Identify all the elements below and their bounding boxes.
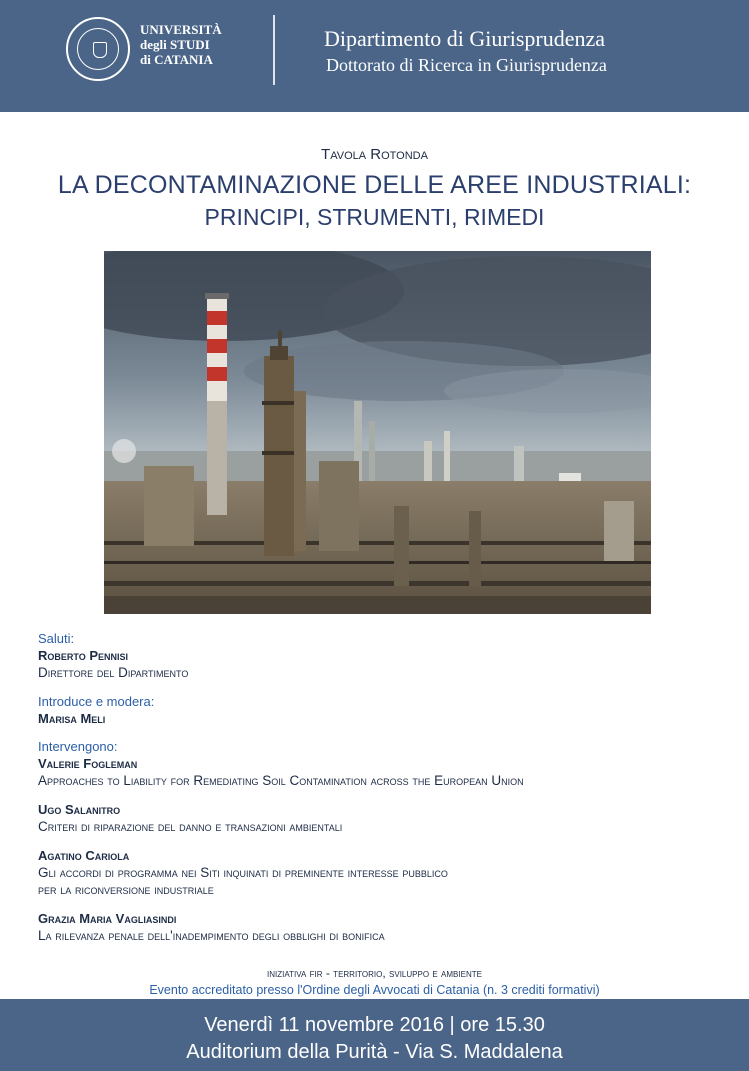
moderator-name: Marisa Meli <box>38 711 106 726</box>
speaker-talk: Approaches to Liability for Remediating Soil Contamination across the European Union <box>38 773 524 788</box>
speaker-talk-continued: per la riconversione industriale <box>38 882 214 897</box>
speaker-talk: Criteri di riparazione del danno e transazioni ambientali <box>38 819 343 834</box>
event-kicker: Tavola Rotonda <box>321 146 428 163</box>
seal-shield-icon <box>93 42 107 58</box>
university-name: UNIVERSITÀ degli STUDI di CATANIA <box>140 22 222 67</box>
header-divider <box>273 15 275 85</box>
accreditation-note: Evento accreditato presso l'Ordine degli Avvocati di Catania (n. 3 crediti formativi) <box>149 983 600 997</box>
intervengono-label: Intervengono: <box>38 739 118 754</box>
saluti-speaker-role: Direttore del Dipartimento <box>38 665 189 680</box>
event-title-line2: PRINCIPI, STRUMENTI, RIMEDI <box>204 204 545 230</box>
saluti-label: Saluti: <box>38 631 75 646</box>
industrial-refinery-photo <box>104 251 651 614</box>
speaker-talk: La rilevanza penale dell'inadempimento degli obblighi di bonifica <box>38 928 385 943</box>
initiative-note: iniziativa fir - territorio, sviluppo e ambiente <box>267 966 482 980</box>
event-location: Auditorium della Purità - Via S. Maddalena <box>186 1041 563 1063</box>
modera-label: Introduce e modera: <box>38 694 155 709</box>
speaker-name: Agatino Cariola <box>38 848 130 863</box>
department-title: Dipartimento di Giurisprudenza <box>324 26 606 51</box>
event-title-line1: LA DECONTAMINAZIONE DELLE AREE INDUSTRIALI: <box>57 171 692 199</box>
event-datetime: Venerdì 11 novembre 2016 | ore 15.30 <box>204 1014 545 1036</box>
speaker-talk: Gli accordi di programma nei Siti inquinati di preminente interesse pubblico <box>38 865 448 880</box>
university-seal-icon <box>66 17 130 81</box>
speaker-name: Grazia Maria Vagliasindi <box>38 911 177 926</box>
doctorate-title: Dottorato di Ricerca in Giurisprudenza <box>326 55 607 75</box>
speaker-name: Valerie Fogleman <box>38 756 138 771</box>
saluti-speaker-name: Roberto Pennisi <box>38 648 129 663</box>
speaker-name: Ugo Salanitro <box>38 802 121 817</box>
header-banner <box>0 0 749 112</box>
